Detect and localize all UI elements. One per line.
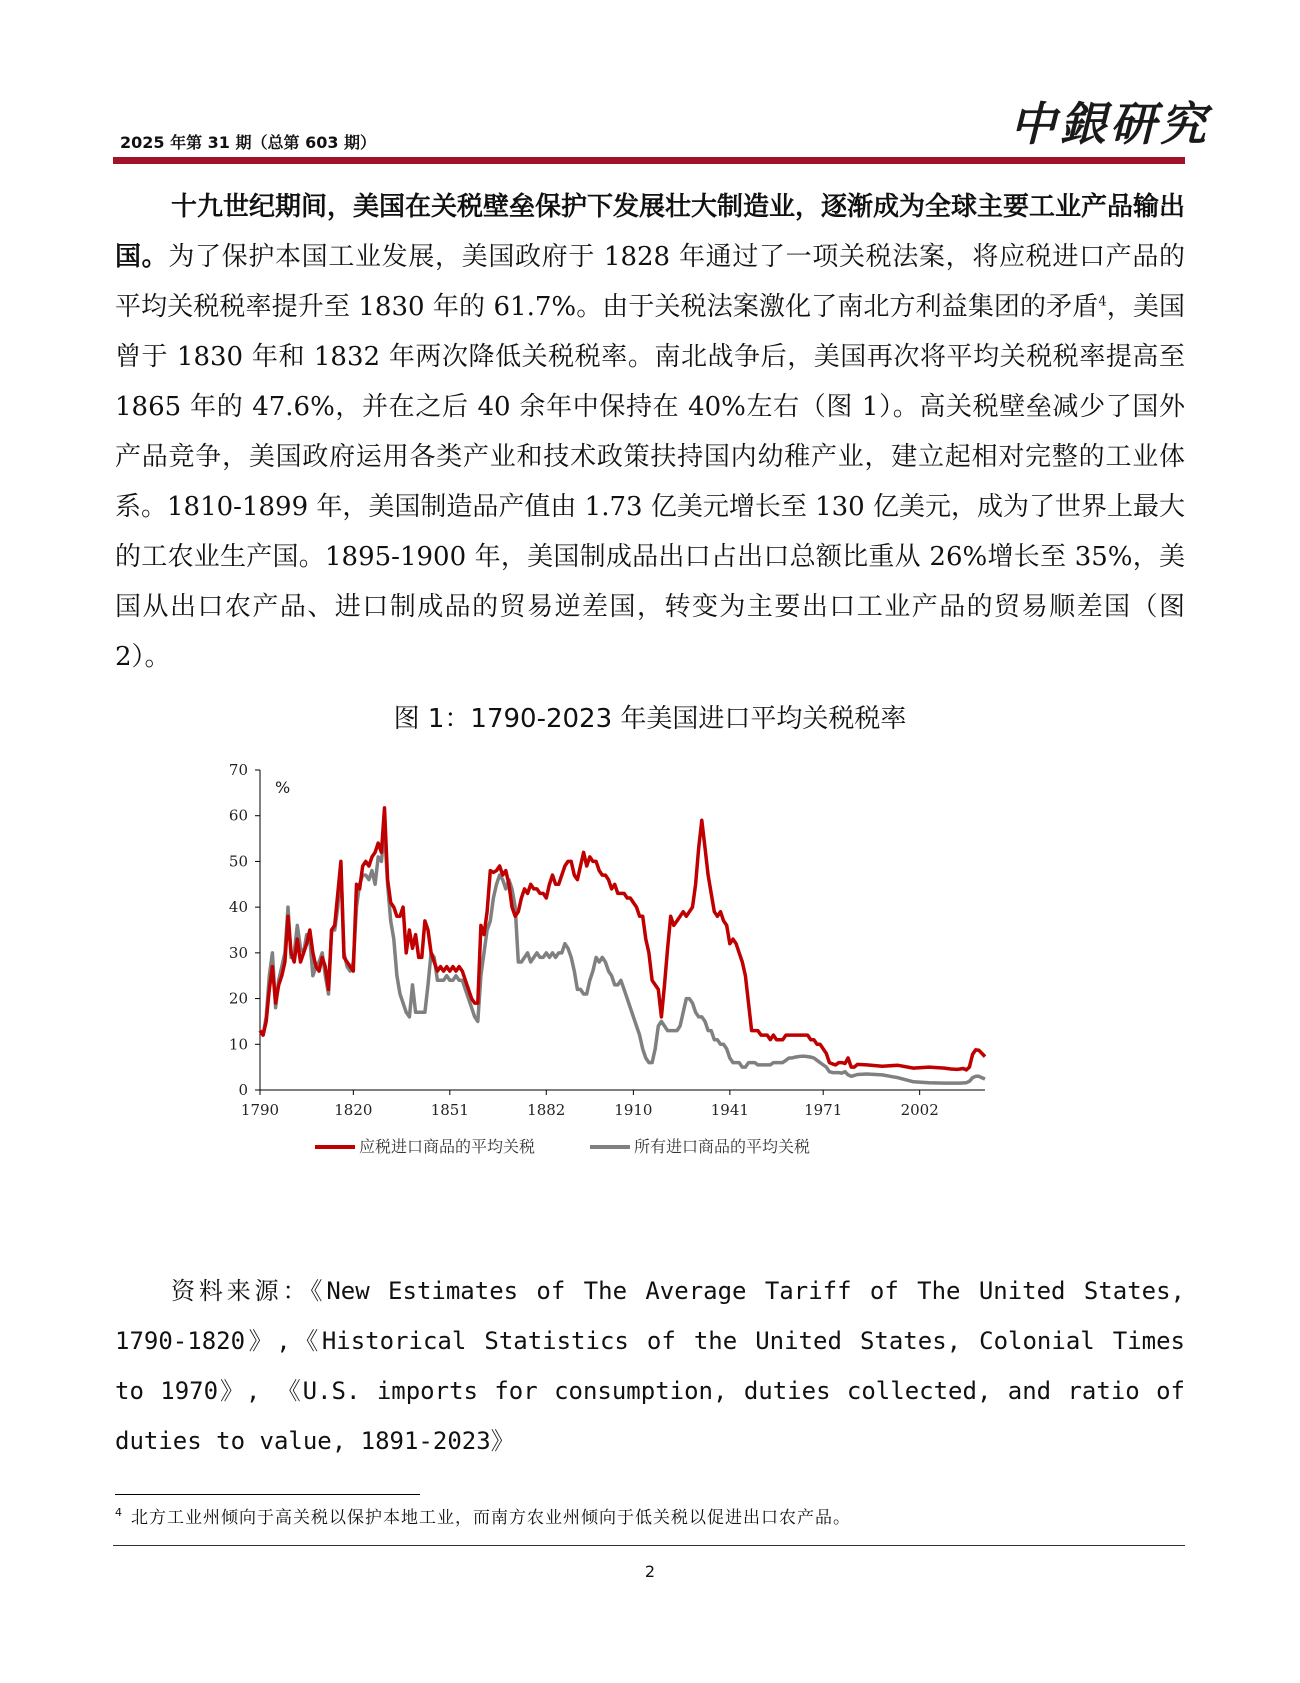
issue-label: 2025 年第 31 期（总第 603 期） <box>120 133 377 152</box>
body-text-part1: 为了保护本国工业发展，美国政府于 1828 年通过了一项关税法案，将应税进口产品的平均关税税率提升至 1830 年的 61.7%。由于关税法案激化了南北方利益集团的矛盾 <box>115 242 1185 322</box>
footer-rule <box>113 1545 1185 1546</box>
y-tick-label: 70 <box>228 761 248 779</box>
footnote-marker: 4 <box>115 1506 123 1520</box>
footnote-rule <box>115 1494 420 1495</box>
x-tick-label: 1971 <box>804 1101 843 1119</box>
y-tick-label: 40 <box>228 898 248 917</box>
bold-lead-sentence: 十九世纪期间，美国在关税壁垒保护下发展壮大制造业，逐渐成为全球主要工业产品输出国。 <box>115 192 1186 272</box>
x-tick-label: 1851 <box>430 1101 469 1119</box>
footnote-ref[interactable]: 4 <box>1098 294 1107 310</box>
x-tick-label: 1941 <box>710 1101 749 1119</box>
brand-logo: 中銀研究 <box>1010 97 1210 151</box>
x-tick-label: 2002 <box>900 1101 939 1119</box>
y-tick-label: 20 <box>228 989 248 1008</box>
y-tick-label: 0 <box>238 1081 248 1099</box>
x-tick-label: 1790 <box>240 1101 280 1119</box>
legend-label: 应税进口商品的平均关税 <box>359 1137 536 1156</box>
header-rule <box>113 157 1185 164</box>
y-tick-label: 30 <box>228 943 248 962</box>
series-line-dutiable <box>260 808 985 1070</box>
chart-series-lines <box>260 808 985 1083</box>
x-tick-label: 1910 <box>614 1101 653 1119</box>
figure-source: 资料来源：《New Estimates of The Average Tariff of The United States, 1790-1820》,《Historical Statistics of the United States, Colonial Times to 1970》, 《U.S. imports for consumption, duties collected, and ratio of duties to value, 1891-2023》 <box>115 1277 1185 1455</box>
body-paragraph <box>115 182 1185 682</box>
body-text-part2: ，美国曾于 1830 年和 1832 年两次降低关税税率。南北战争后，美国再次将平均关税税率提高至 1865 年的 47.6%，并在之后 40 余年中保持在 40%左右（图 1）。高关税壁垒减少了国外产品竞争，美国政府运用各类产业和技术政策扶持国内幼稚产业，建立起相对完整的工业体系。1810-1899 年，美国制造品产值由 1.73 亿美元增长至 130 亿美元，成为了世界上最大的工农业生产国。1895-1900 年，美国制成品出口占出口总额比重从 26%增长至 35%，美国从出口农产品、进口制成品的贸易逆差国，转变为主要出口工业产品的贸易顺差国（图 2）。 <box>115 292 1185 672</box>
page-number: 2 <box>644 1562 656 1581</box>
y-tick-label: 10 <box>228 1035 248 1054</box>
tariff-line-chart <box>220 755 1010 1175</box>
y-tick-label: 60 <box>228 806 248 825</box>
x-tick-label: 1882 <box>527 1101 566 1119</box>
x-tick-label: 1820 <box>334 1101 373 1119</box>
y-tick-label: 50 <box>228 852 248 871</box>
figure-title: 图 1：1790-2023 年美国进口平均关税税率 <box>393 704 907 734</box>
footnote-text: 北方工业州倾向于高关税以保护本地工业，而南方农业州倾向于低关税以促进出口农产品。 <box>131 1508 851 1528</box>
legend-label: 所有进口商品的平均关税 <box>634 1137 811 1156</box>
chart-legend <box>315 1137 810 1156</box>
footnote <box>115 1503 851 1528</box>
y-axis-unit-label: % <box>275 778 291 797</box>
